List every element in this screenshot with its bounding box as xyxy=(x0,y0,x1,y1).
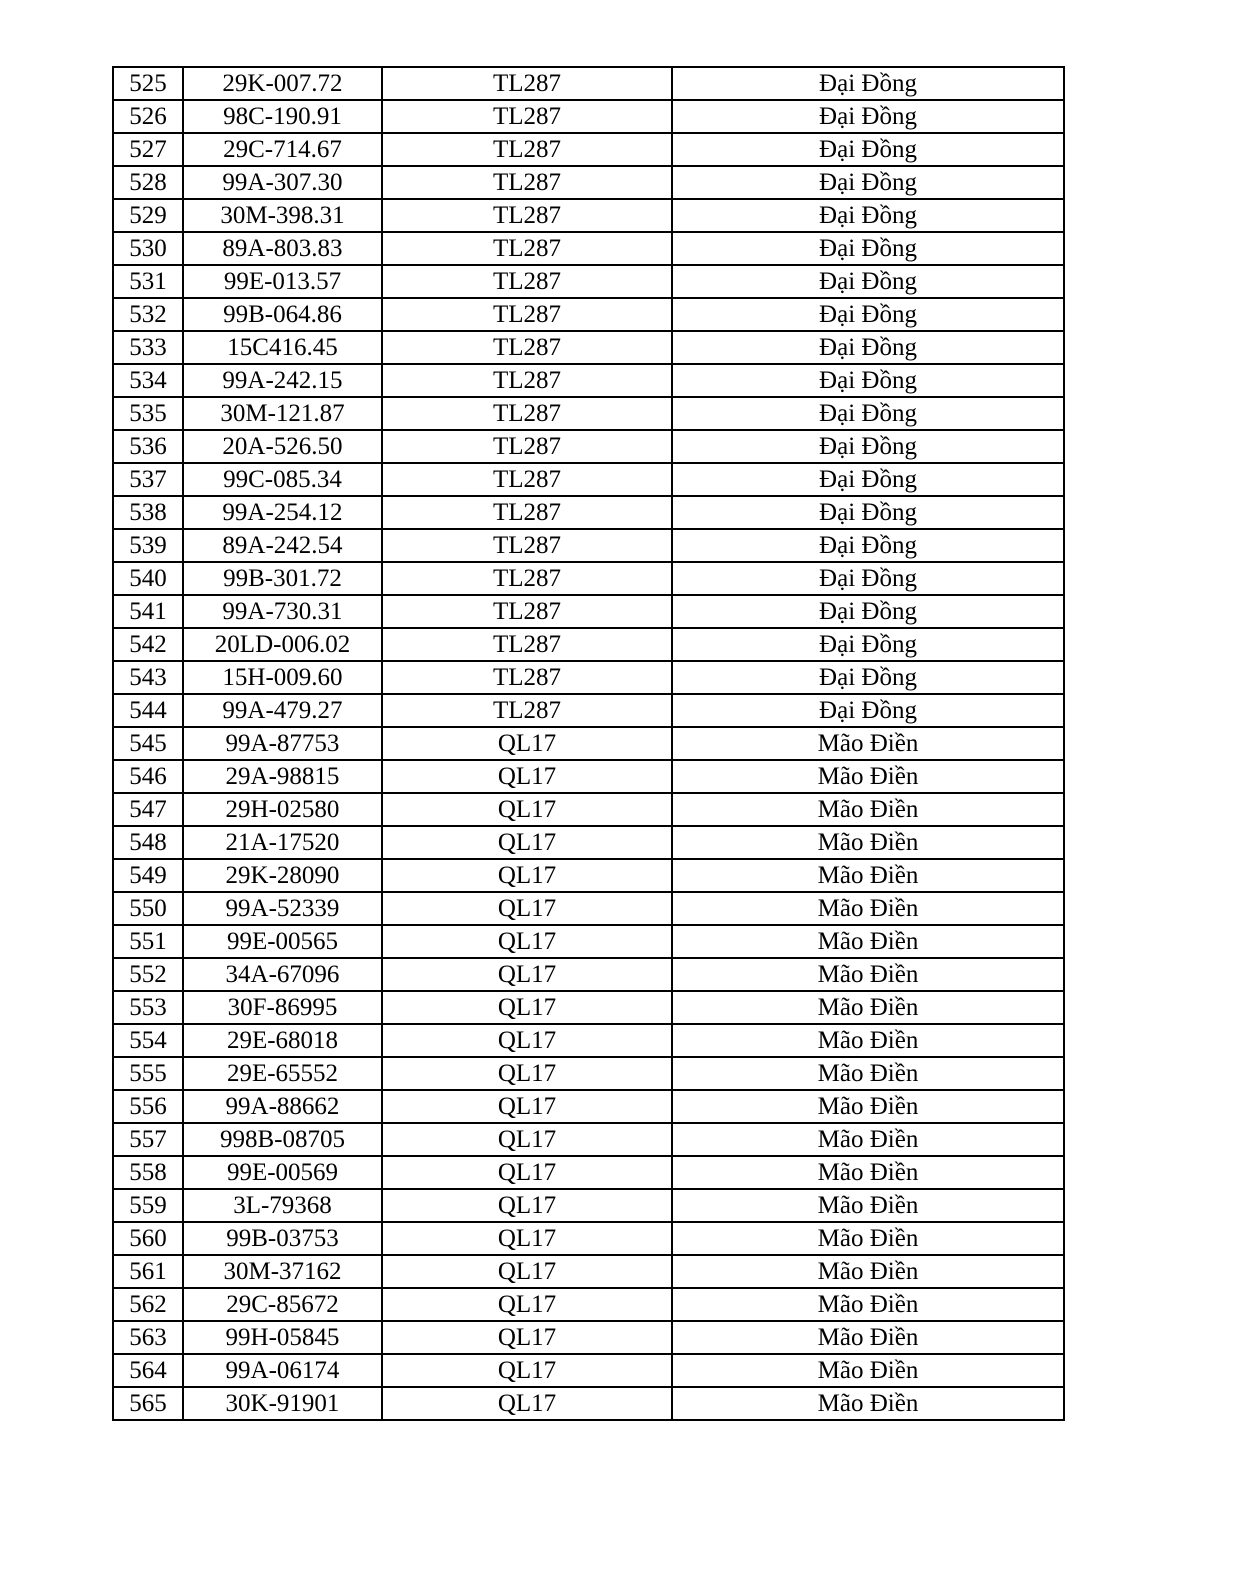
road-cell: QL17 xyxy=(382,760,672,793)
license-plate-cell: 99A-242.15 xyxy=(183,364,382,397)
location-cell: Mão Điền xyxy=(672,859,1064,892)
location-cell: Mão Điền xyxy=(672,760,1064,793)
location-cell: Đại Đồng xyxy=(672,364,1064,397)
table-row xyxy=(113,298,1064,331)
table-row xyxy=(113,364,1064,397)
row-number-cell: 537 xyxy=(113,463,183,496)
location-cell: Mão Điền xyxy=(672,1222,1064,1255)
table-row xyxy=(113,1321,1064,1354)
row-number-cell: 550 xyxy=(113,892,183,925)
table-row xyxy=(113,925,1064,958)
location-cell: Mão Điền xyxy=(672,1057,1064,1090)
table-row xyxy=(113,1189,1064,1222)
road-cell: TL287 xyxy=(382,694,672,727)
location-cell: Đại Đồng xyxy=(672,430,1064,463)
table-row xyxy=(113,67,1064,100)
row-number-cell: 560 xyxy=(113,1222,183,1255)
road-cell: TL287 xyxy=(382,67,672,100)
road-cell: TL287 xyxy=(382,463,672,496)
table-row xyxy=(113,694,1064,727)
row-number-cell: 563 xyxy=(113,1321,183,1354)
table-row xyxy=(113,826,1064,859)
road-cell: TL287 xyxy=(382,298,672,331)
row-number-cell: 554 xyxy=(113,1024,183,1057)
license-plate-cell: 98C-190.91 xyxy=(183,100,382,133)
license-plate-cell: 29K-28090 xyxy=(183,859,382,892)
road-cell: QL17 xyxy=(382,859,672,892)
road-cell: TL287 xyxy=(382,199,672,232)
road-cell: TL287 xyxy=(382,166,672,199)
table-row xyxy=(113,562,1064,595)
license-plate-cell: 34A-67096 xyxy=(183,958,382,991)
road-cell: TL287 xyxy=(382,496,672,529)
license-plate-cell: 99A-06174 xyxy=(183,1354,382,1387)
license-plate-cell: 30M-121.87 xyxy=(183,397,382,430)
table-row xyxy=(113,1057,1064,1090)
license-plate-cell: 99B-301.72 xyxy=(183,562,382,595)
table-row xyxy=(113,1387,1064,1420)
location-cell: Mão Điền xyxy=(672,958,1064,991)
row-number-cell: 529 xyxy=(113,199,183,232)
license-plate-cell: 99A-254.12 xyxy=(183,496,382,529)
table-row xyxy=(113,793,1064,826)
road-cell: QL17 xyxy=(382,1057,672,1090)
location-cell: Mão Điền xyxy=(672,793,1064,826)
row-number-cell: 526 xyxy=(113,100,183,133)
license-plate-cell: 30M-37162 xyxy=(183,1255,382,1288)
license-plate-cell: 99A-479.27 xyxy=(183,694,382,727)
location-cell: Mão Điền xyxy=(672,1090,1064,1123)
road-cell: TL287 xyxy=(382,430,672,463)
road-cell: QL17 xyxy=(382,958,672,991)
road-cell: TL287 xyxy=(382,595,672,628)
license-plate-cell: 99B-03753 xyxy=(183,1222,382,1255)
road-cell: TL287 xyxy=(382,265,672,298)
table-row xyxy=(113,1255,1064,1288)
row-number-cell: 562 xyxy=(113,1288,183,1321)
road-cell: QL17 xyxy=(382,1090,672,1123)
row-number-cell: 549 xyxy=(113,859,183,892)
location-cell: Đại Đồng xyxy=(672,562,1064,595)
road-cell: QL17 xyxy=(382,793,672,826)
table-row xyxy=(113,100,1064,133)
row-number-cell: 551 xyxy=(113,925,183,958)
table-row xyxy=(113,661,1064,694)
table-row xyxy=(113,727,1064,760)
row-number-cell: 528 xyxy=(113,166,183,199)
location-cell: Mão Điền xyxy=(672,1321,1064,1354)
license-plate-cell: 89A-803.83 xyxy=(183,232,382,265)
license-plate-cell: 30M-398.31 xyxy=(183,199,382,232)
row-number-cell: 556 xyxy=(113,1090,183,1123)
license-plate-cell: 20A-526.50 xyxy=(183,430,382,463)
table-row xyxy=(113,232,1064,265)
location-cell: Đại Đồng xyxy=(672,628,1064,661)
road-cell: QL17 xyxy=(382,892,672,925)
table-row xyxy=(113,1123,1064,1156)
table-body xyxy=(113,67,1064,1420)
row-number-cell: 546 xyxy=(113,760,183,793)
table-row xyxy=(113,1156,1064,1189)
road-cell: QL17 xyxy=(382,1024,672,1057)
license-plate-cell: 99A-307.30 xyxy=(183,166,382,199)
row-number-cell: 557 xyxy=(113,1123,183,1156)
location-cell: Mão Điền xyxy=(672,1255,1064,1288)
row-number-cell: 548 xyxy=(113,826,183,859)
row-number-cell: 525 xyxy=(113,67,183,100)
location-cell: Mão Điền xyxy=(672,925,1064,958)
row-number-cell: 555 xyxy=(113,1057,183,1090)
table-row xyxy=(113,1222,1064,1255)
row-number-cell: 561 xyxy=(113,1255,183,1288)
location-cell: Mão Điền xyxy=(672,991,1064,1024)
location-cell: Đại Đồng xyxy=(672,496,1064,529)
road-cell: TL287 xyxy=(382,331,672,364)
table-row xyxy=(113,265,1064,298)
row-number-cell: 538 xyxy=(113,496,183,529)
location-cell: Đại Đồng xyxy=(672,298,1064,331)
location-cell: Đại Đồng xyxy=(672,331,1064,364)
row-number-cell: 533 xyxy=(113,331,183,364)
row-number-cell: 559 xyxy=(113,1189,183,1222)
license-plate-cell: 99A-88662 xyxy=(183,1090,382,1123)
table-row xyxy=(113,892,1064,925)
location-cell: Đại Đồng xyxy=(672,595,1064,628)
license-plate-cell: 99B-064.86 xyxy=(183,298,382,331)
table-row xyxy=(113,166,1064,199)
location-cell: Mão Điền xyxy=(672,1123,1064,1156)
table-row xyxy=(113,958,1064,991)
table-row xyxy=(113,595,1064,628)
road-cell: QL17 xyxy=(382,925,672,958)
location-cell: Đại Đồng xyxy=(672,661,1064,694)
road-cell: QL17 xyxy=(382,1222,672,1255)
road-cell: QL17 xyxy=(382,1288,672,1321)
road-cell: TL287 xyxy=(382,562,672,595)
license-plate-cell: 99H-05845 xyxy=(183,1321,382,1354)
table-row xyxy=(113,1090,1064,1123)
license-plate-cell: 29C-714.67 xyxy=(183,133,382,166)
vehicle-table xyxy=(112,66,1065,1421)
row-number-cell: 535 xyxy=(113,397,183,430)
row-number-cell: 536 xyxy=(113,430,183,463)
table-row xyxy=(113,859,1064,892)
row-number-cell: 540 xyxy=(113,562,183,595)
row-number-cell: 543 xyxy=(113,661,183,694)
road-cell: QL17 xyxy=(382,1156,672,1189)
license-plate-cell: 29E-65552 xyxy=(183,1057,382,1090)
license-plate-cell: 99E-00569 xyxy=(183,1156,382,1189)
row-number-cell: 541 xyxy=(113,595,183,628)
row-number-cell: 558 xyxy=(113,1156,183,1189)
row-number-cell: 544 xyxy=(113,694,183,727)
table-row xyxy=(113,496,1064,529)
table-row xyxy=(113,1288,1064,1321)
license-plate-cell: 15C416.45 xyxy=(183,331,382,364)
road-cell: QL17 xyxy=(382,1387,672,1420)
location-cell: Đại Đồng xyxy=(672,265,1064,298)
road-cell: QL17 xyxy=(382,727,672,760)
license-plate-cell: 29A-98815 xyxy=(183,760,382,793)
location-cell: Mão Điền xyxy=(672,1189,1064,1222)
license-plate-cell: 99C-085.34 xyxy=(183,463,382,496)
license-plate-cell: 99E-00565 xyxy=(183,925,382,958)
road-cell: QL17 xyxy=(382,826,672,859)
location-cell: Đại Đồng xyxy=(672,463,1064,496)
road-cell: TL287 xyxy=(382,232,672,265)
location-cell: Đại Đồng xyxy=(672,67,1064,100)
license-plate-cell: 29H-02580 xyxy=(183,793,382,826)
road-cell: QL17 xyxy=(382,1123,672,1156)
road-cell: QL17 xyxy=(382,991,672,1024)
location-cell: Mão Điền xyxy=(672,1156,1064,1189)
row-number-cell: 534 xyxy=(113,364,183,397)
road-cell: TL287 xyxy=(382,529,672,562)
location-cell: Mão Điền xyxy=(672,892,1064,925)
row-number-cell: 564 xyxy=(113,1354,183,1387)
road-cell: TL287 xyxy=(382,100,672,133)
road-cell: QL17 xyxy=(382,1321,672,1354)
table-row xyxy=(113,331,1064,364)
location-cell: Đại Đồng xyxy=(672,232,1064,265)
road-cell: TL287 xyxy=(382,661,672,694)
table-row xyxy=(113,133,1064,166)
row-number-cell: 547 xyxy=(113,793,183,826)
license-plate-cell: 99A-730.31 xyxy=(183,595,382,628)
location-cell: Đại Đồng xyxy=(672,199,1064,232)
road-cell: TL287 xyxy=(382,397,672,430)
table-row xyxy=(113,1354,1064,1387)
location-cell: Đại Đồng xyxy=(672,100,1064,133)
table-row xyxy=(113,199,1064,232)
location-cell: Đại Đồng xyxy=(672,529,1064,562)
location-cell: Đại Đồng xyxy=(672,397,1064,430)
table-row xyxy=(113,991,1064,1024)
license-plate-cell: 15H-009.60 xyxy=(183,661,382,694)
license-plate-cell: 30F-86995 xyxy=(183,991,382,1024)
table-row xyxy=(113,760,1064,793)
row-number-cell: 565 xyxy=(113,1387,183,1420)
row-number-cell: 553 xyxy=(113,991,183,1024)
license-plate-cell: 29K-007.72 xyxy=(183,67,382,100)
row-number-cell: 545 xyxy=(113,727,183,760)
license-plate-cell: 21A-17520 xyxy=(183,826,382,859)
license-plate-cell: 99A-87753 xyxy=(183,727,382,760)
location-cell: Mão Điền xyxy=(672,727,1064,760)
license-plate-cell: 99E-013.57 xyxy=(183,265,382,298)
road-cell: TL287 xyxy=(382,628,672,661)
row-number-cell: 531 xyxy=(113,265,183,298)
table-row xyxy=(113,529,1064,562)
license-plate-cell: 29E-68018 xyxy=(183,1024,382,1057)
table-row xyxy=(113,430,1064,463)
table-row xyxy=(113,628,1064,661)
location-cell: Mão Điền xyxy=(672,1387,1064,1420)
road-cell: TL287 xyxy=(382,133,672,166)
row-number-cell: 527 xyxy=(113,133,183,166)
license-plate-cell: 99A-52339 xyxy=(183,892,382,925)
table-row xyxy=(113,463,1064,496)
license-plate-cell: 30K-91901 xyxy=(183,1387,382,1420)
location-cell: Đại Đồng xyxy=(672,133,1064,166)
license-plate-cell: 29C-85672 xyxy=(183,1288,382,1321)
table-row xyxy=(113,397,1064,430)
location-cell: Mão Điền xyxy=(672,1024,1064,1057)
license-plate-cell: 89A-242.54 xyxy=(183,529,382,562)
road-cell: QL17 xyxy=(382,1354,672,1387)
road-cell: TL287 xyxy=(382,364,672,397)
location-cell: Đại Đồng xyxy=(672,694,1064,727)
location-cell: Mão Điền xyxy=(672,1288,1064,1321)
row-number-cell: 539 xyxy=(113,529,183,562)
row-number-cell: 532 xyxy=(113,298,183,331)
license-plate-cell: 20LD-006.02 xyxy=(183,628,382,661)
road-cell: QL17 xyxy=(382,1255,672,1288)
license-plate-cell: 3L-79368 xyxy=(183,1189,382,1222)
row-number-cell: 542 xyxy=(113,628,183,661)
location-cell: Mão Điền xyxy=(672,1354,1064,1387)
road-cell: QL17 xyxy=(382,1189,672,1222)
row-number-cell: 552 xyxy=(113,958,183,991)
location-cell: Đại Đồng xyxy=(672,166,1064,199)
license-plate-cell: 998B-08705 xyxy=(183,1123,382,1156)
table-row xyxy=(113,1024,1064,1057)
location-cell: Mão Điền xyxy=(672,826,1064,859)
row-number-cell: 530 xyxy=(113,232,183,265)
